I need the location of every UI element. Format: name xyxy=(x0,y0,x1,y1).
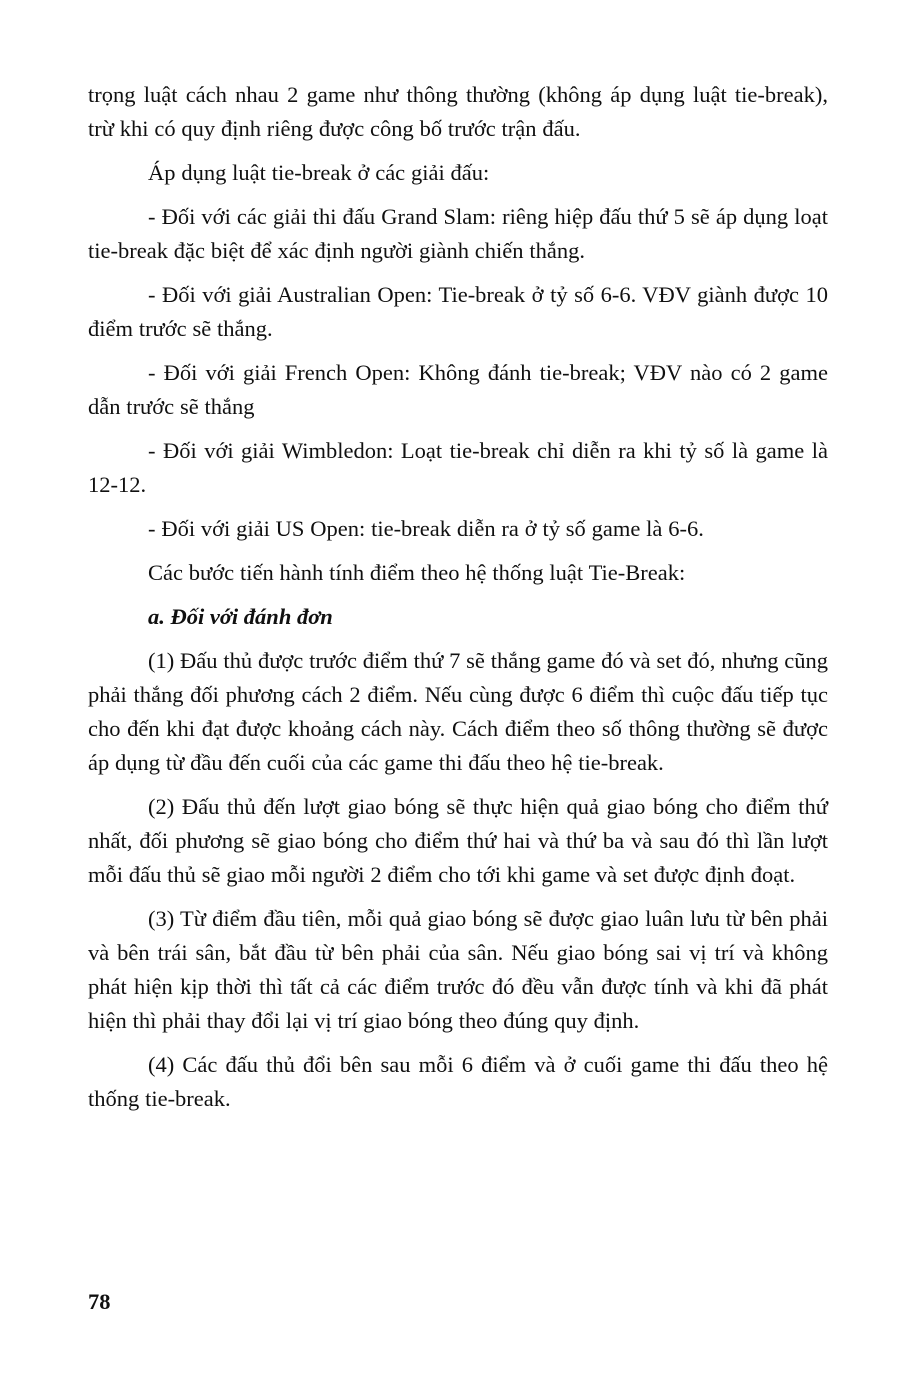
paragraph-rule-4: (4) Các đấu thủ đổi bên sau mỗi 6 điểm và ở cuối game thi đấu theo hệ thống tie-break. xyxy=(88,1052,828,1111)
paragraph-rule-2: (2) Đấu thủ đến lượt giao bóng sẽ thực hiện quả giao bóng cho điểm thứ nhất, đối phương sẽ giao bóng cho điểm thứ hai và thứ ba và sau đó thì lần lượt mỗi đấu thủ sẽ giao mỗi người 2 điểm cho tới khi game và set được định đoạt. xyxy=(88,794,828,887)
paragraph-us-open: - Đối với giải US Open: tie-break diễn ra ở tỷ số game là 6-6. xyxy=(148,516,704,541)
paragraph-australian-open: - Đối với giải Australian Open: Tie-break ở tỷ số 6-6. VĐV giành được 10 điểm trước sẽ thắng. xyxy=(88,282,828,341)
paragraph-steps-intro: Các bước tiến hành tính điểm theo hệ thống luật Tie-Break: xyxy=(148,560,686,585)
paragraph-tiebreak-intro: Áp dụng luật tie-break ở các giải đấu: xyxy=(148,160,490,185)
paragraph-wimbledon: - Đối với giải Wimbledon: Loạt tie-break chỉ diễn ra khi tỷ số là game là 12-12. xyxy=(88,438,828,497)
page-number: 78 xyxy=(88,1289,111,1314)
subheading-singles: a. Đối với đánh đơn xyxy=(148,604,333,629)
paragraph-rule-1: (1) Đấu thủ được trước điểm thứ 7 sẽ thắng game đó và set đó, nhưng cũng phải thắng đối phương cách 2 điểm. Nếu cùng được 6 điểm thì cuộc đấu tiếp tục cho đến khi đạt được khoảng cách này. Cách điểm theo số thông thường sẽ được áp dụng từ đầu đến cuối của các game thi đấu theo hệ tie-break. xyxy=(88,648,829,775)
paragraph-french-open: - Đối với giải French Open: Không đánh tie-break; VĐV nào có 2 game dẫn trước sẽ thắng xyxy=(88,360,828,419)
paragraph-continuation: trọng luật cách nhau 2 game như thông thường (không áp dụng luật tie-break), trừ khi có quy định riêng được công bố trước trận đấu. xyxy=(88,82,828,141)
paragraph-rule-3: (3) Từ điểm đầu tiên, mỗi quả giao bóng sẽ được giao luân lưu từ bên phải và bên trái sân, bắt đầu từ bên phải của sân. Nếu giao bóng sai vị trí và không phát hiện kịp thời thì tất cả các điểm trước đó đều vẫn được tính và khi đã phát hiện thì phải thay đổi lại vị trí giao bóng theo đúng quy định. xyxy=(88,906,828,1033)
paragraph-grand-slam: - Đối với các giải thi đấu Grand Slam: riêng hiệp đấu thứ 5 sẽ áp dụng loạt tie-break đặc biệt để xác định người giành chiến thắng. xyxy=(88,204,828,263)
text-column xyxy=(88,78,828,1116)
